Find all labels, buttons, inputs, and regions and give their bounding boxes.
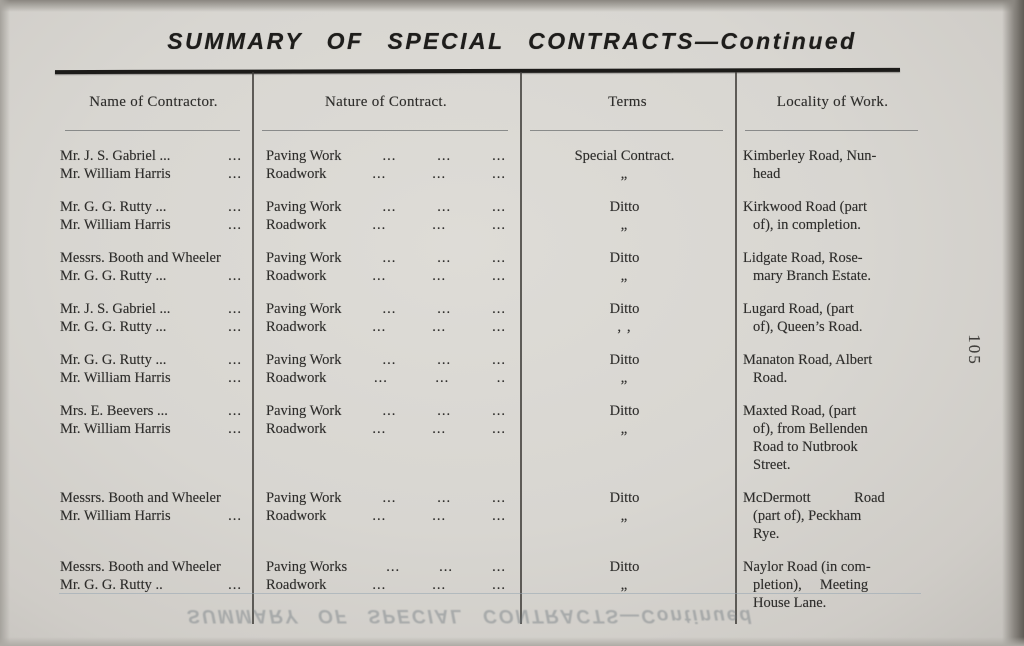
leader-dots: ...: [372, 577, 387, 593]
contractor-name: Mr. William Harris: [60, 217, 171, 233]
column-header-contractor: Name of Contractor.: [55, 72, 252, 131]
nature-line: [266, 351, 506, 369]
leader-dots: ...: [382, 403, 397, 419]
locality-line: pletion), Meeting: [753, 577, 869, 593]
nature-cell: [252, 489, 520, 543]
leader-dots: ...: [382, 250, 397, 266]
nature-name: Roadwork: [266, 268, 327, 284]
leader-dots: ...: [228, 148, 242, 164]
contractor-name: Mr. William Harris: [60, 370, 171, 386]
nature-cell: [252, 300, 520, 336]
contractor-name: Messrs. Booth and Wheeler: [60, 559, 221, 575]
locality-line: Lidgate Road, Rose-: [743, 250, 863, 266]
nature-line: [266, 420, 506, 438]
contractor-cell: [55, 249, 252, 285]
leader-dots: ...: [228, 577, 242, 593]
leader-dots: ...: [372, 217, 387, 233]
nature-name: Paving Work: [266, 490, 342, 506]
locality-line: Road to Nutbrook: [753, 439, 858, 455]
locality-cell: [735, 402, 930, 474]
leader-dots: ...: [432, 577, 447, 593]
leader-dots: ...: [228, 301, 242, 317]
contractor-line: [60, 576, 242, 594]
nature-name: Paving Work: [266, 148, 342, 164]
leader-dots: ...: [492, 508, 506, 524]
leader-dots: ...: [228, 403, 242, 419]
leader-dots: ...: [435, 370, 450, 386]
contractor-line: [60, 558, 242, 576]
nature-line: [266, 165, 506, 183]
terms-value: Ditto: [609, 403, 640, 419]
nature-cell: [252, 402, 520, 474]
table-row: [55, 300, 930, 336]
table-row: [55, 402, 930, 474]
nature-cell: [252, 147, 520, 183]
leader-dots: ...: [382, 490, 397, 506]
nature-name: Paving Work: [266, 250, 342, 266]
terms-cell: [520, 351, 735, 387]
page-number: 105: [965, 334, 984, 366]
contractor-cell: [55, 147, 252, 183]
nature-line: [266, 576, 506, 594]
leader-dots: ...: [432, 217, 447, 233]
nature-line: [266, 249, 506, 267]
locality-line: of), from Bellenden: [753, 421, 868, 437]
table-row: [55, 351, 930, 387]
leader-dots: ...: [492, 421, 506, 437]
nature-name: Paving Work: [266, 352, 342, 368]
leader-dots: ...: [382, 199, 397, 215]
leader-dots: ...: [437, 403, 452, 419]
ditto-mark: , ,: [617, 319, 632, 335]
column-header-locality: Locality of Work.: [735, 72, 930, 131]
table-row: [55, 489, 930, 543]
terms-value: Ditto: [609, 199, 640, 215]
locality-cell: [735, 249, 930, 285]
leader-dots: ...: [492, 301, 506, 317]
contractor-line: [60, 402, 242, 420]
contractor-name: Mr. William Harris: [60, 421, 171, 437]
contractor-cell: [55, 300, 252, 336]
terms-value: Ditto: [609, 250, 640, 266]
contractor-name: Mr. G. G. Rutty ...: [60, 268, 167, 284]
ditto-mark: „: [620, 166, 629, 182]
locality-cell: [735, 300, 930, 336]
nature-line: [266, 558, 506, 576]
leader-dots: ...: [432, 508, 447, 524]
contractor-cell: [55, 198, 252, 234]
locality-line: Kirkwood Road (part: [743, 199, 868, 215]
locality-line: House Lane.: [753, 595, 827, 611]
leader-dots: ...: [228, 268, 242, 284]
contractor-cell: [55, 402, 252, 474]
contractor-line: [60, 198, 242, 216]
terms-value: Ditto: [609, 301, 640, 317]
terms-value: Ditto: [609, 559, 640, 575]
nature-line: [266, 402, 506, 420]
locality-cell: [735, 489, 930, 543]
leader-dots: ...: [386, 559, 401, 575]
leader-dots: ...: [437, 301, 452, 317]
leader-dots: ...: [439, 559, 454, 575]
leader-dots: ...: [228, 217, 242, 233]
ditto-mark: „: [620, 370, 629, 386]
nature-line: [266, 300, 506, 318]
terms-value: Ditto: [609, 490, 640, 506]
contractor-line: [60, 489, 242, 507]
leader-dots: ...: [372, 319, 387, 335]
ditto-mark: „: [620, 508, 629, 524]
nature-line: [266, 267, 506, 285]
leader-dots: ...: [492, 250, 506, 266]
leader-dots: ...: [382, 352, 397, 368]
terms-cell: [520, 198, 735, 234]
leader-dots: ...: [492, 166, 506, 182]
leader-dots: ...: [492, 217, 506, 233]
locality-line: of), Queen’s Road.: [753, 319, 863, 335]
locality-line: Lugard Road, (part: [743, 301, 854, 317]
leader-dots: ...: [432, 268, 447, 284]
ditto-mark: „: [620, 421, 629, 437]
terms-cell: [520, 249, 735, 285]
column-header-nature: Nature of Contract.: [252, 72, 520, 131]
page-edge-top: [0, 0, 1024, 12]
ditto-mark: „: [620, 268, 629, 284]
contractor-line: [60, 249, 242, 267]
nature-name: Roadwork: [266, 508, 327, 524]
nature-name: Paving Work: [266, 403, 342, 419]
contractor-name: Messrs. Booth and Wheeler: [60, 490, 221, 506]
nature-name: Roadwork: [266, 421, 327, 437]
leader-dots: ...: [492, 559, 506, 575]
contractor-name: Mr. J. S. Gabriel ...: [60, 301, 171, 317]
contractor-name: Mrs. E. Beevers ...: [60, 403, 168, 419]
locality-line: Naylor Road (in com-: [743, 559, 871, 575]
locality-cell: [735, 147, 930, 183]
contractor-name: Mr. G. G. Rutty ..: [60, 577, 163, 593]
leader-dots: ...: [492, 403, 506, 419]
contractor-line: [60, 351, 242, 369]
contractor-line: [60, 267, 242, 285]
locality-line: Maxted Road, (part: [743, 403, 857, 419]
locality-line: mary Branch Estate.: [753, 268, 871, 284]
contractor-line: [60, 318, 242, 336]
locality-cell: [735, 198, 930, 234]
ditto-mark: „: [620, 217, 629, 233]
ditto-mark: „: [620, 577, 629, 593]
locality-line: Rye.: [753, 526, 780, 542]
contracts-table: [55, 72, 930, 627]
nature-line: [266, 369, 506, 387]
nature-name: Roadwork: [266, 166, 327, 182]
contractor-name: Mr. G. G. Rutty ...: [60, 319, 167, 335]
leader-dots: ...: [228, 370, 242, 386]
nature-cell: [252, 198, 520, 234]
page-edge-right: [1002, 0, 1024, 646]
contractor-line: [60, 507, 242, 525]
leader-dots: ...: [492, 577, 506, 593]
leader-dots: ...: [432, 319, 447, 335]
leader-dots: ...: [228, 421, 242, 437]
contractor-line: [60, 147, 242, 165]
leader-dots: ...: [372, 508, 387, 524]
terms-cell: [520, 147, 735, 183]
nature-cell: [252, 351, 520, 387]
leader-dots: ...: [228, 352, 242, 368]
table-rows: [55, 147, 930, 612]
locality-line: Street.: [753, 457, 791, 473]
show-through-ghost-title: SUMMARY OF SPECIAL CONTRACTS—Continued: [187, 605, 753, 626]
leader-dots: ...: [437, 148, 452, 164]
nature-line: [266, 507, 506, 525]
leader-dots: ...: [372, 166, 387, 182]
contractor-name: Mr. G. G. Rutty ...: [60, 352, 167, 368]
locality-line: of), in completion.: [753, 217, 861, 233]
leader-dots: ...: [228, 166, 242, 182]
nature-name: Paving Work: [266, 199, 342, 215]
terms-value: Special Contract.: [574, 148, 675, 164]
nature-name: Paving Work: [266, 301, 342, 317]
table-row: [55, 198, 930, 234]
locality-line: (part of), Peckham: [753, 508, 862, 524]
locality-line: Road.: [753, 370, 788, 386]
locality-line: head: [753, 166, 781, 182]
contractor-name: Mr. William Harris: [60, 166, 171, 182]
leader-dots: ..: [496, 370, 506, 386]
nature-line: [266, 318, 506, 336]
leader-dots: ...: [382, 148, 397, 164]
nature-name: Roadwork: [266, 577, 327, 593]
leader-dots: ...: [437, 490, 452, 506]
leader-dots: ...: [228, 199, 242, 215]
page-edge-left: [0, 0, 10, 646]
leader-dots: ...: [437, 250, 452, 266]
leader-dots: ...: [372, 268, 387, 284]
contractor-line: [60, 369, 242, 387]
leader-dots: ...: [492, 148, 506, 164]
leader-dots: ...: [437, 199, 452, 215]
nature-name: Paving Works: [266, 559, 348, 575]
locality-cell: [735, 351, 930, 387]
contractor-name: Mr. J. S. Gabriel ...: [60, 148, 171, 164]
nature-line: [266, 216, 506, 234]
nature-name: Roadwork: [266, 319, 327, 335]
contractor-line: [60, 420, 242, 438]
nature-name: Roadwork: [266, 370, 327, 386]
leader-dots: ...: [228, 508, 242, 524]
leader-dots: ...: [372, 421, 387, 437]
terms-cell: [520, 300, 735, 336]
table-row: [55, 249, 930, 285]
leader-dots: ...: [492, 199, 506, 215]
nature-line: [266, 147, 506, 165]
contractor-line: [60, 165, 242, 183]
leader-dots: ...: [432, 421, 447, 437]
contractor-name: Mr. William Harris: [60, 508, 171, 524]
leader-dots: ...: [492, 352, 506, 368]
page-edge-bottom: [0, 637, 1024, 646]
table-header-row: [55, 72, 930, 131]
nature-line: [266, 489, 506, 507]
terms-cell: [520, 402, 735, 474]
contractor-line: [60, 300, 242, 318]
leader-dots: ...: [228, 319, 242, 335]
column-header-terms: Terms: [520, 72, 735, 131]
leader-dots: ...: [373, 370, 388, 386]
leader-dots: ...: [492, 319, 506, 335]
table-row: [55, 147, 930, 183]
nature-cell: [252, 249, 520, 285]
locality-line: McDermott Road: [743, 490, 885, 506]
leader-dots: ...: [437, 352, 452, 368]
locality-line: Manaton Road, Albert: [743, 352, 873, 368]
locality-line: Kimberley Road, Nun-: [743, 148, 877, 164]
contractor-cell: [55, 489, 252, 543]
page-title: SUMMARY OF SPECIAL CONTRACTS—Continued: [167, 28, 857, 54]
nature-name: Roadwork: [266, 217, 327, 233]
contractor-line: [60, 216, 242, 234]
terms-value: Ditto: [609, 352, 640, 368]
leader-dots: ...: [492, 268, 506, 284]
terms-cell: [520, 489, 735, 543]
leader-dots: ...: [382, 301, 397, 317]
contractor-name: Messrs. Booth and Wheeler: [60, 250, 221, 266]
contractor-name: Mr. G. G. Rutty ...: [60, 199, 167, 215]
leader-dots: ...: [492, 490, 506, 506]
contractor-cell: [55, 351, 252, 387]
nature-line: [266, 198, 506, 216]
leader-dots: ...: [432, 166, 447, 182]
